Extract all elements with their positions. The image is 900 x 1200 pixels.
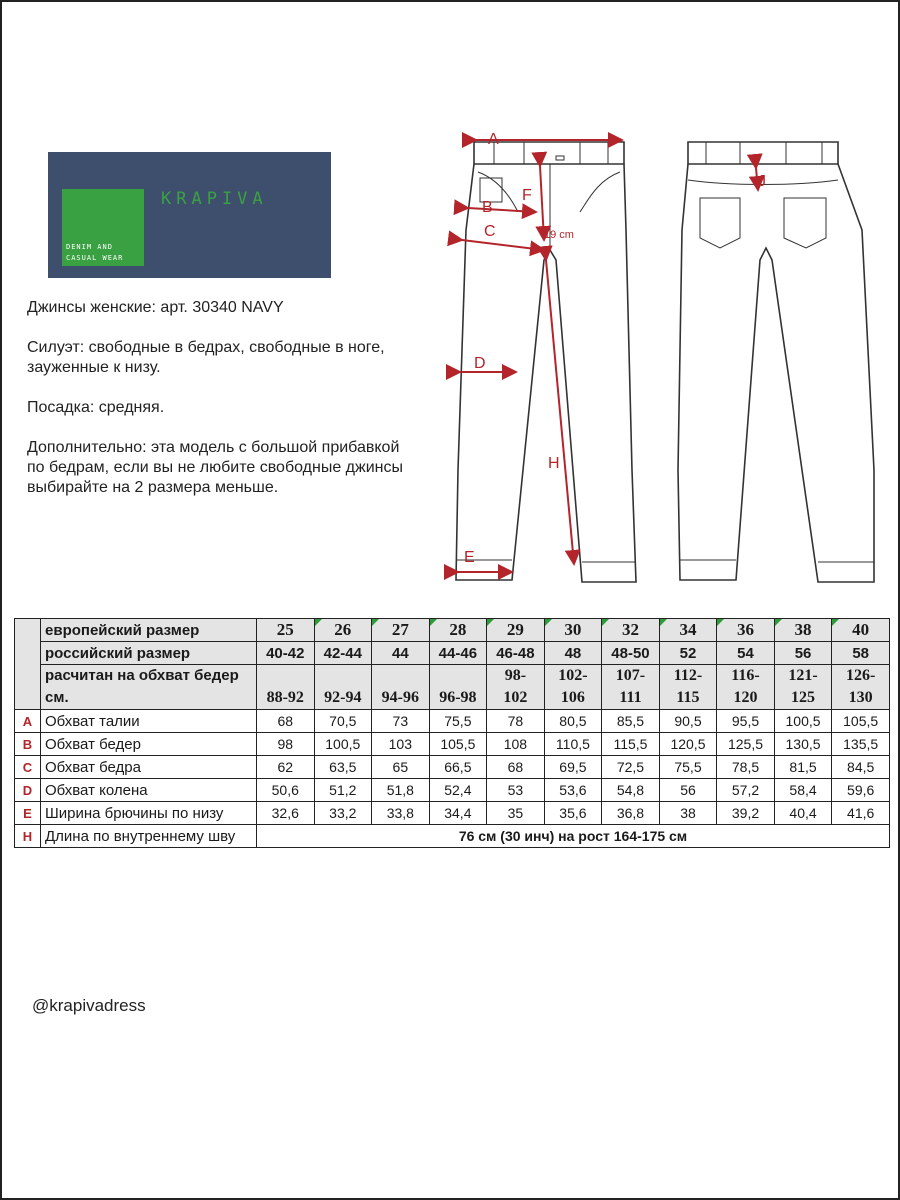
- measurement-cell: 105,5: [832, 710, 890, 733]
- green-corner-marker: [545, 619, 552, 626]
- label-e: E: [464, 549, 475, 566]
- hip-range-top: [430, 665, 487, 687]
- measurement-cell: 50,6: [257, 779, 315, 802]
- row-letter: B: [15, 733, 41, 756]
- measurement-cell: 53,6: [544, 779, 602, 802]
- measurement-cell: 98: [257, 733, 315, 756]
- hip-range-cell: [314, 665, 372, 710]
- measurement-cell: 103: [372, 733, 430, 756]
- hip-range-top: 107-: [615, 667, 646, 684]
- row-label: Обхват колена: [41, 779, 257, 802]
- hip-range-bottom: 111: [619, 689, 642, 706]
- hip-range-label-line2: см.: [45, 689, 69, 706]
- row-letter: A: [15, 710, 41, 733]
- measurement-cell: 105,5: [429, 733, 487, 756]
- inseam-value: 76 см (30 инч) на рост 164-175 см: [257, 825, 890, 848]
- row-letter: C: [15, 756, 41, 779]
- green-corner-marker: [717, 619, 724, 626]
- ru-size-label: российский размер: [41, 642, 257, 665]
- extra-line2: по бедрам, если вы не любите свободные джинсы: [27, 459, 403, 476]
- hip-range-top: [315, 665, 372, 687]
- hip-range-top: 126-: [845, 667, 876, 684]
- eu-size-cell: [544, 619, 602, 642]
- measurement-cell: 84,5: [832, 756, 890, 779]
- instagram-handle: @krapivadress: [32, 996, 146, 1015]
- product-description: [27, 298, 467, 498]
- hip-range-cell: [372, 665, 430, 710]
- measurement-cell: 59,6: [832, 779, 890, 802]
- measurement-row: [15, 710, 890, 733]
- measurement-cell: 51,2: [314, 779, 372, 802]
- hip-range-row: [15, 665, 890, 710]
- eu-size-value: 26: [334, 620, 352, 639]
- ru-size-cell: 46-48: [487, 642, 545, 665]
- jeans-technical-drawing: [440, 120, 890, 600]
- measurement-cell: 36,8: [602, 802, 660, 825]
- ru-size-cell: 44-46: [429, 642, 487, 665]
- hip-range-top: 102-: [558, 667, 588, 684]
- hip-range-cell: [544, 665, 602, 710]
- measurement-cell: 120,5: [659, 733, 717, 756]
- measurement-cell: 57,2: [717, 779, 775, 802]
- label-h: H: [548, 455, 560, 472]
- measurement-guides: [458, 140, 758, 572]
- measurement-cell: 135,5: [832, 733, 890, 756]
- green-corner-marker: [487, 619, 494, 626]
- measurement-cell: 78,5: [717, 756, 775, 779]
- hip-range-cell: [717, 665, 775, 710]
- measurement-row: [15, 802, 890, 825]
- hip-range-bottom: 120: [733, 689, 758, 706]
- measurement-cell: 115,5: [602, 733, 660, 756]
- hip-range-bottom: 125: [791, 689, 816, 706]
- eu-size-value: 32: [621, 620, 639, 639]
- measurement-cell: 35: [487, 802, 545, 825]
- hip-range-bottom: 106: [560, 689, 585, 706]
- measurement-cell: 68: [257, 710, 315, 733]
- ru-size-row: [15, 642, 890, 665]
- measurement-cell: 100,5: [774, 710, 832, 733]
- ru-size-cell: 52: [659, 642, 717, 665]
- eu-size-cell: [257, 619, 315, 642]
- eu-size-cell: [602, 619, 660, 642]
- eu-size-value: 38: [794, 620, 812, 639]
- hip-range-top: [372, 665, 429, 687]
- silhouette-line2: зауженные к низу.: [27, 359, 161, 376]
- measurement-cell: 58,4: [774, 779, 832, 802]
- measurement-cell: 66,5: [429, 756, 487, 779]
- hip-range-bottom: 94-96: [381, 689, 419, 706]
- measurement-cell: 34,4: [429, 802, 487, 825]
- measurement-row: [15, 779, 890, 802]
- fit-line: Посадка: средняя.: [27, 399, 165, 416]
- eu-size-cell: [429, 619, 487, 642]
- measurement-cell: 75,5: [659, 756, 717, 779]
- eu-size-cell: [774, 619, 832, 642]
- measurement-cell: 85,5: [602, 710, 660, 733]
- measurement-cell: 33,2: [314, 802, 372, 825]
- green-corner-marker: [372, 619, 379, 626]
- measurement-cell: 39,2: [717, 802, 775, 825]
- measurement-cell: 72,5: [602, 756, 660, 779]
- row-label: Обхват бедер: [41, 733, 257, 756]
- hip-range-cell: [774, 665, 832, 710]
- measurement-cell: 32,6: [257, 802, 315, 825]
- measurement-cell: 33,8: [372, 802, 430, 825]
- label-d: D: [474, 355, 486, 372]
- label-f: F: [522, 187, 532, 204]
- row-label: Ширина брючины по низу: [41, 802, 257, 825]
- green-corner-marker: [430, 619, 437, 626]
- ru-size-cell: 54: [717, 642, 775, 665]
- hip-range-bottom: 88-92: [266, 689, 304, 706]
- hip-range-bottom: 102: [503, 689, 528, 706]
- silhouette-line1: Силуэт: свободные в бедрах, свободные в ноге,: [27, 339, 385, 356]
- eu-size-label: европейский размер: [41, 619, 257, 642]
- measurement-cell: 130,5: [774, 733, 832, 756]
- inseam-row: [15, 825, 890, 848]
- eu-size-value: 28: [449, 620, 467, 639]
- label-a: A: [488, 131, 499, 148]
- measurement-cell: 100,5: [314, 733, 372, 756]
- ru-size-cell: 44: [372, 642, 430, 665]
- label-c: C: [484, 223, 496, 240]
- hip-range-bottom: 96-98: [439, 689, 477, 706]
- hip-range-cell: [602, 665, 660, 710]
- extra-line3: выбирайте на 2 размера меньше.: [27, 479, 279, 496]
- measurement-cell: 40,4: [774, 802, 832, 825]
- green-corner-marker: [660, 619, 667, 626]
- ru-size-cell: 48-50: [602, 642, 660, 665]
- brand-tagline-line2: CASUAL WEAR: [66, 254, 124, 262]
- measurement-cell: 65: [372, 756, 430, 779]
- measurement-cell: 41,6: [832, 802, 890, 825]
- ru-size-cell: 42-44: [314, 642, 372, 665]
- measurement-cell: 125,5: [717, 733, 775, 756]
- measurement-cell: 62: [257, 756, 315, 779]
- measurement-cell: 80,5: [544, 710, 602, 733]
- green-corner-marker: [775, 619, 782, 626]
- eu-size-cell: [832, 619, 890, 642]
- brand-name: KRAPIVA: [161, 189, 268, 209]
- eu-size-value: 36: [737, 620, 755, 639]
- hip-range-top: 121-: [788, 667, 818, 684]
- row-label: Обхват талии: [41, 710, 257, 733]
- brand-logo: [48, 152, 331, 278]
- article-line: Джинсы женские: арт. 30340 NAVY: [27, 299, 284, 316]
- ru-size-cell: 40-42: [257, 642, 315, 665]
- header-corner: [15, 619, 41, 710]
- eu-size-value: 27: [391, 620, 409, 639]
- measurement-cell: 51,8: [372, 779, 430, 802]
- hip-range-cell: [257, 665, 315, 710]
- green-corner-marker: [315, 619, 322, 626]
- row-letter: D: [15, 779, 41, 802]
- label-b: B: [482, 199, 493, 216]
- jeans-back-view: [678, 142, 874, 582]
- extra-line1: Дополнительно: эта модель с большой прибавкой: [27, 439, 400, 456]
- brand-tagline-line1: DENIM AND: [66, 243, 113, 251]
- eu-size-value: 25: [276, 620, 294, 639]
- measurement-cell: 78: [487, 710, 545, 733]
- hip-range-cell: [659, 665, 717, 710]
- measurement-row: [15, 733, 890, 756]
- eu-size-cell: [487, 619, 545, 642]
- hip-range-bottom: 92-94: [324, 689, 362, 706]
- eu-size-value: 40: [852, 620, 870, 639]
- hip-range-top: 112-: [673, 667, 703, 684]
- hip-range-cell: [487, 665, 545, 710]
- measurement-cell: 52,4: [429, 779, 487, 802]
- green-corner-marker: [602, 619, 609, 626]
- row-label: Обхват бедра: [41, 756, 257, 779]
- hip-range-top: [257, 665, 314, 687]
- eu-size-row: [15, 619, 890, 642]
- hip-range-top: 98-: [504, 667, 527, 684]
- label-j: J: [758, 173, 766, 190]
- measurement-cell: 68: [487, 756, 545, 779]
- hip-range-top: 116-: [731, 667, 760, 684]
- hip-range-label-line1: расчитан на обхват бедер: [45, 667, 239, 684]
- eu-size-cell: [372, 619, 430, 642]
- eu-size-value: 29: [506, 620, 524, 639]
- measurement-cell: 108: [487, 733, 545, 756]
- silhouette-text: [27, 338, 467, 378]
- measurement-cell: 69,5: [544, 756, 602, 779]
- brand-tagline: [66, 242, 123, 264]
- eu-size-value: 34: [679, 620, 697, 639]
- extra-text: [27, 438, 467, 498]
- eu-size-cell: [717, 619, 775, 642]
- ru-size-cell: 48: [544, 642, 602, 665]
- eu-size-value: 30: [564, 620, 582, 639]
- row-letter: H: [15, 825, 41, 848]
- row-letter: E: [15, 802, 41, 825]
- measurement-cell: 75,5: [429, 710, 487, 733]
- eu-size-cell: [659, 619, 717, 642]
- hip-range-bottom: 115: [676, 689, 700, 706]
- inseam-label: Длина по внутреннему шву: [41, 825, 257, 848]
- measurement-cell: 110,5: [544, 733, 602, 756]
- hip-range-cell: [832, 665, 890, 710]
- rise-note: 19 cm: [544, 229, 574, 241]
- measurement-cell: 81,5: [774, 756, 832, 779]
- measurement-cell: 54,8: [602, 779, 660, 802]
- size-table: [14, 618, 890, 848]
- eu-size-cell: [314, 619, 372, 642]
- measurement-cell: 38: [659, 802, 717, 825]
- measurement-cell: 35,6: [544, 802, 602, 825]
- measurement-cell: 53: [487, 779, 545, 802]
- hip-range-bottom: 130: [848, 689, 873, 706]
- hip-range-label: [41, 665, 257, 710]
- measurement-cell: 56: [659, 779, 717, 802]
- measurement-row: [15, 756, 890, 779]
- measurement-cell: 90,5: [659, 710, 717, 733]
- measurement-cell: 95,5: [717, 710, 775, 733]
- measurement-cell: 70,5: [314, 710, 372, 733]
- green-corner-marker: [832, 619, 839, 626]
- measurement-cell: 73: [372, 710, 430, 733]
- hip-range-cell: [429, 665, 487, 710]
- ru-size-cell: 56: [774, 642, 832, 665]
- measurement-cell: 63,5: [314, 756, 372, 779]
- ru-size-cell: 58: [832, 642, 890, 665]
